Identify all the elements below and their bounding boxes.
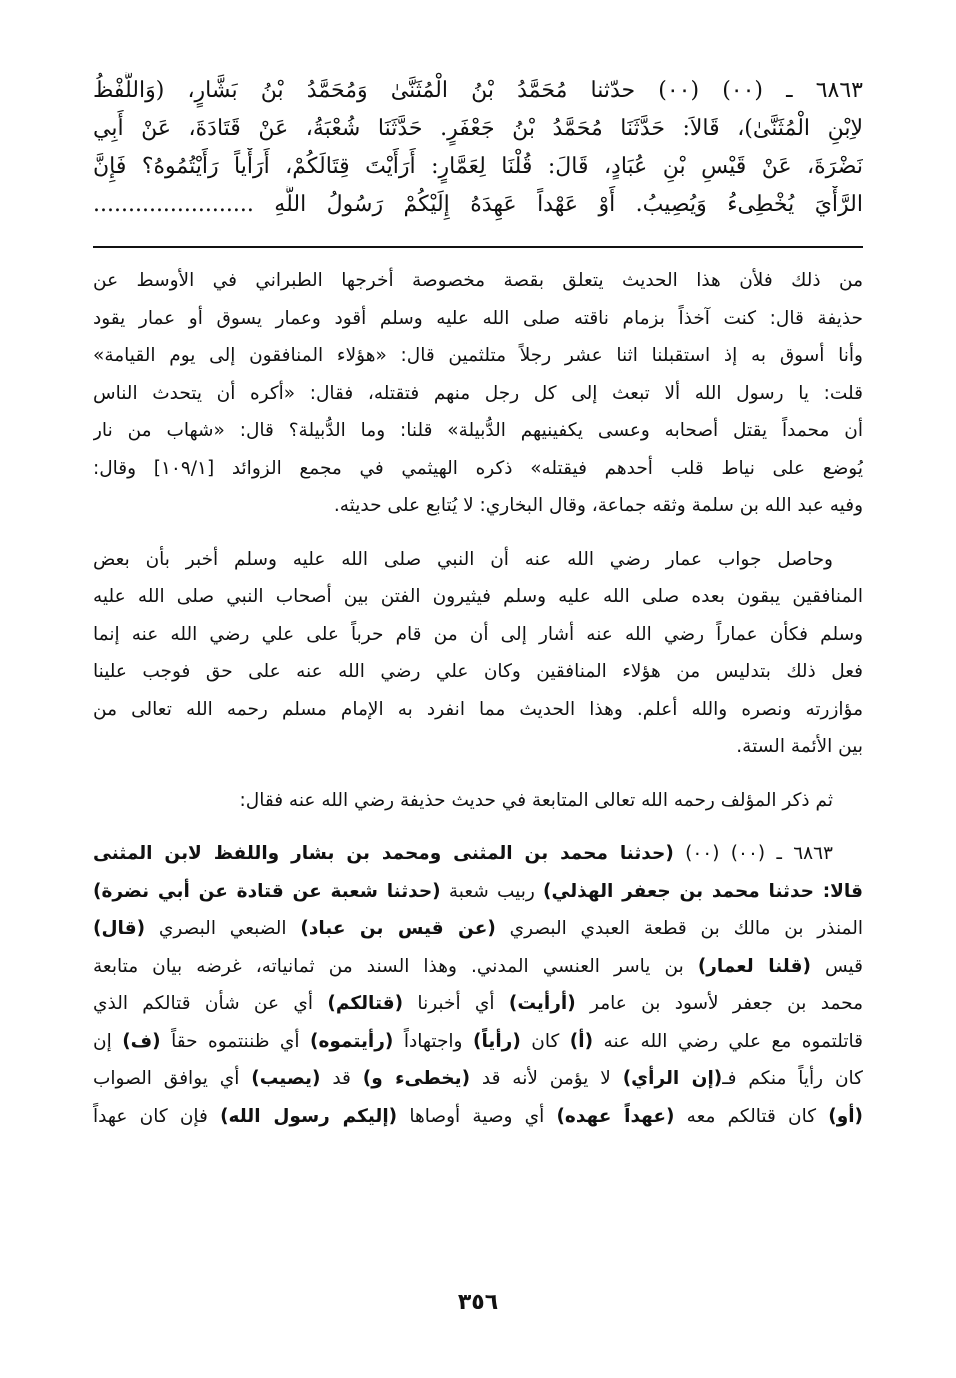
bold-quote-segment: (إليكم رسول الله) bbox=[220, 1105, 398, 1127]
hadith-line: الرَّأْيَ يُخْطِىءُ وَيُصِيبُ. أَوْ عَهْداً عَهِدَهُ إِلَيْكُمْ رَسُولُ اللَّهِ ....................... bbox=[93, 192, 863, 217]
text-segment: ثم ذكر المؤلف رحمه الله تعالى المتابعة في حديث حذيفة رضي الله عنه فقال: bbox=[239, 789, 833, 811]
text-segment: فعل ذلك بتدليس من هؤلاء المنافقين وكان علي رضي الله عنه على حق فوجب علينا bbox=[93, 661, 863, 682]
commentary-paragraph bbox=[93, 835, 863, 1135]
text-segment: أي عن شأن قتالكم الذي bbox=[93, 993, 328, 1014]
bold-quote-segment: (أ) bbox=[569, 1030, 594, 1052]
text-segment: وفيه عبد الله بن سلمة وثقه جماعة، وقال البخاري: لا يُتابع على حديثه. bbox=[333, 495, 863, 516]
commentary-line bbox=[93, 985, 863, 1023]
commentary-paragraph bbox=[93, 541, 863, 766]
text-segment: أي ظننتموه حقاً bbox=[160, 1030, 311, 1052]
hadith-line: ٦٨٦٣ ـ (٠٠) (٠٠) حدّثنا مُحَمَّدُ بْنُ الْمُثَنَّىٰ وَمُحَمَّدُ بْنُ بَشَّارٍ، (وَاللَّفْظُ bbox=[93, 78, 863, 103]
bold-quote-segment: (إن الرأي) bbox=[622, 1068, 723, 1089]
bold-quote-segment: قالا: حدثنا محمد بن جعفر الهذلي) bbox=[543, 880, 863, 902]
page-number: ٣٥٦ bbox=[457, 1290, 499, 1315]
text-segment: المنذر بن مالك بن قطعة العبدي البصري bbox=[495, 918, 863, 939]
separator-rule bbox=[93, 246, 863, 248]
text-segment: لا يؤمن لأنه قد bbox=[470, 1068, 623, 1089]
text-segment: واجتهاداً bbox=[393, 1030, 473, 1052]
commentary-line bbox=[93, 782, 863, 820]
commentary-line bbox=[93, 835, 863, 873]
commentary-line bbox=[93, 616, 863, 654]
commentary-line bbox=[93, 910, 863, 948]
document-page bbox=[93, 72, 863, 1151]
text-segment: ٦٨٦٣ ـ (٠٠) (٠٠) bbox=[673, 843, 833, 864]
text-segment: أي وصية أوصاها bbox=[397, 1105, 557, 1127]
commentary-line bbox=[93, 541, 863, 579]
text-segment: قاتلتموه مع علي رضي الله عنه bbox=[593, 1030, 863, 1052]
commentary-line bbox=[93, 300, 863, 338]
bold-quote-segment: (قال) bbox=[93, 918, 146, 939]
text-segment: فإن كان عهداً bbox=[93, 1105, 221, 1127]
commentary-line bbox=[93, 728, 863, 766]
text-segment: قد bbox=[320, 1068, 363, 1089]
bold-quote-segment: (يخطىء و) bbox=[362, 1068, 471, 1089]
bold-quote-segment: (أو) bbox=[828, 1105, 863, 1127]
text-segment: وسلم فكأن عماراً رضي الله عنه أشار إلى أن من قام حرباً على علي رضي الله عنه إنما bbox=[93, 623, 863, 645]
bold-quote-segment: (حدثنا محمد بن المثنى ومحمد بن بشار واللفظ لابن المثنى bbox=[93, 843, 674, 864]
commentary-paragraph bbox=[93, 262, 863, 525]
commentary-line bbox=[93, 1098, 863, 1136]
bold-quote-segment: (ف) bbox=[122, 1030, 161, 1052]
commentary-line bbox=[93, 1060, 863, 1098]
text-segment: أي أخبرنا bbox=[403, 993, 509, 1014]
text-segment: كان bbox=[520, 1030, 570, 1052]
text-segment: أن محمداً يقتل أصحابه وعسى يكفينيهم الدُّبيلة» قلنا: وما الدُّبيلة؟ قال: «شهاب من نار bbox=[93, 420, 863, 441]
text-segment: وحاصل جواب عمار رضي الله عنه أن النبي صلى الله عليه وسلم أخبر بأن بعض bbox=[93, 548, 833, 570]
commentary-line bbox=[93, 487, 863, 525]
text-segment: يُوضع على نياط قلب أحدهم فيقتله» ذكره الهيثمي في مجمع الزوائد [١٠٩/١] وقال: bbox=[93, 457, 863, 479]
commentary-line bbox=[93, 337, 863, 375]
text-segment: قيس bbox=[810, 955, 863, 977]
commentary-line bbox=[93, 691, 863, 729]
bold-quote-segment: (رأيتموه) bbox=[310, 1030, 394, 1052]
bold-quote-segment: (حدثنا شعبة عن قتادة عن أبي نضرة) bbox=[93, 880, 441, 902]
commentary bbox=[93, 262, 863, 1135]
text-segment: حذيفة قال: كنت آخذاً بزمام ناقته صلى الله عليه وسلم أقود وعمار يسوق أو عمار يقود bbox=[93, 307, 863, 329]
text-segment: كان قتالكم معه bbox=[674, 1105, 829, 1127]
commentary-line bbox=[93, 873, 863, 911]
bold-quote-segment: (أرأيت) bbox=[508, 993, 576, 1014]
bold-quote-segment: (يصيب) bbox=[251, 1068, 321, 1089]
text-segment: أي يوافق الصواب bbox=[93, 1068, 252, 1089]
text-segment: المنافقين يبقون بعده صلى الله عليه وسلم فيثيرون الفتن بين أصحاب النبي صلى الله عليه bbox=[93, 586, 863, 607]
commentary-line bbox=[93, 948, 863, 986]
commentary-line bbox=[93, 375, 863, 413]
commentary-line bbox=[93, 450, 863, 488]
commentary-line bbox=[93, 1023, 863, 1061]
bold-quote-segment: (قتالكم) bbox=[327, 993, 404, 1014]
commentary-line bbox=[93, 653, 863, 691]
bold-quote-segment: (عن قيس بن عباد) bbox=[300, 918, 496, 939]
text-segment: مؤازرته ونصره والله أعلم. وهذا الحديث مما انفرد به الإمام مسلم رحمه الله تعالى من bbox=[93, 698, 863, 720]
bold-quote-segment: (عهداً عهده) bbox=[556, 1105, 675, 1127]
text-segment: من ذلك فلأن هذا الحديث يتعلق بقصة مخصوصة أخرجها الطبراني في الأوسط عن bbox=[93, 270, 863, 291]
text-segment: محمد بن جعفر لأسود بن عامر bbox=[575, 993, 863, 1014]
text-segment: إن bbox=[93, 1030, 123, 1052]
text-segment: بين الأئمة الستة. bbox=[736, 736, 863, 757]
commentary-line bbox=[93, 578, 863, 616]
text-segment: الضبعي البصري bbox=[145, 918, 301, 939]
hadith-line: لاِبْنِ الْمُثَنَّىٰ)، قَالاَ: حَدَّثَنَا مُحَمَّدُ بْنُ جَعْفَرٍ. حَدَّثَنَا شُعْبَةُ، عَنْ قَتَادَةَ، عَنْ أَبِي bbox=[93, 116, 863, 141]
commentary-line bbox=[93, 412, 863, 450]
hadith-line: نَضْرَةَ، عَنْ قَيْسِ بْنِ عُبَادٍ، قَالَ: قُلْنَا لِعَمَّارٍ: أَرَأَيْتَ قِتَالَكُمْ، أَرَأْياً رَأَيْتُمُوهُ؟ فَإِنَّ bbox=[93, 154, 863, 179]
text-segment: كان رأياً منكم فـ bbox=[722, 1068, 863, 1089]
text-segment: قلت: يا رسول الله ألا تبعث إلى كل رجل منهم فتقتله، فقال: «أكره أن يتحدث الناس bbox=[93, 382, 863, 404]
text-segment: وأنا أسوق به إذ استقبلنا اثنا عشر رجلاً متلثمين قال: «هؤلاء المنافقون إلى يوم القيامة» bbox=[93, 345, 863, 366]
bold-quote-segment: (قلنا لعمار) bbox=[697, 955, 811, 977]
commentary-paragraph bbox=[93, 782, 863, 820]
text-segment: بن ياسر العنسي المدني. وهذا السند من ثمانياته، غرضه بيان متابعة bbox=[93, 955, 698, 977]
commentary-line bbox=[93, 262, 863, 300]
bold-quote-segment: (رأياً) bbox=[472, 1030, 521, 1052]
hadith-text bbox=[93, 72, 863, 224]
text-segment: ربيب شعبة bbox=[440, 880, 544, 902]
